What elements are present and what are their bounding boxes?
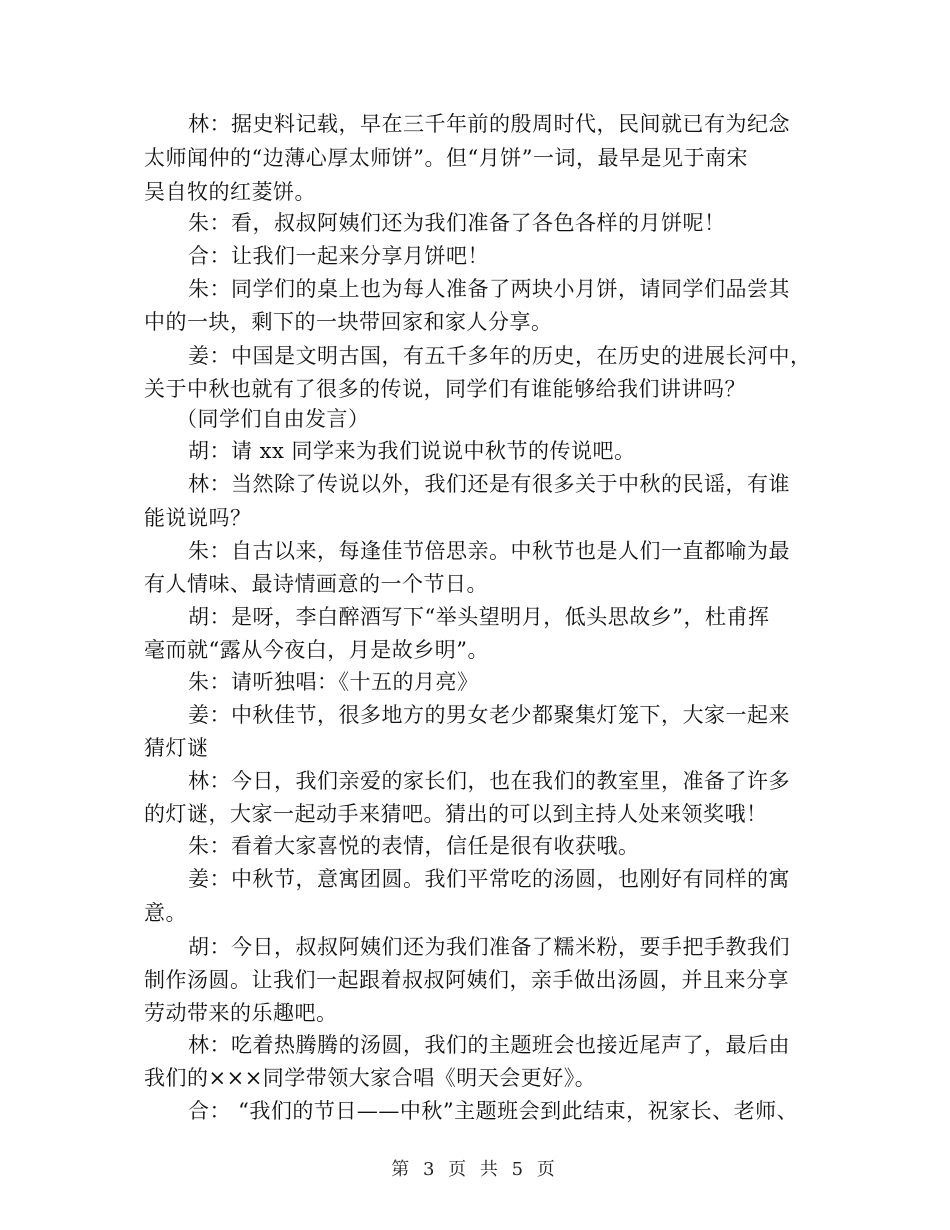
paragraph-line: 合：让我们一起来分享月饼吧！ (188, 244, 489, 268)
paragraph-line: 姜：中秋节，意寓团圆。我们平常吃的汤圆，也刚好有同样的寓 (188, 867, 790, 891)
paragraph-line: 我们的×××同学带领大家合唱《明天会更好》。 (144, 1066, 597, 1090)
paragraph-line: 有人情味、最诗情画意的一个节日。 (144, 572, 488, 596)
paragraph-line: 林：吃着热腾腾的汤圆，我们的主题班会也接近尾声了，最后由 (188, 1033, 790, 1057)
paragraph-line: 猜灯谜 (144, 736, 209, 760)
paragraph-line: 中的一块，剩下的一块带回家和家人分享。 (144, 310, 553, 334)
paragraph-line: 能说说吗？ (144, 506, 252, 530)
paragraph-line: 林：据史料记载，早在三千年前的殷周时代，民间就已有为纪念 (188, 112, 790, 136)
paragraph-line: 朱：自古以来，每逢佳节倍思亲。中秋节也是人们一直都喻为最 (188, 539, 790, 563)
paragraph-line: 意。 (144, 901, 187, 925)
page-number-footer: 第 3 页 共 5 页 (391, 1159, 559, 1180)
paragraph-line: 合： “我们的节日——中秋”主题班会到此结束，祝家长、老师、 (188, 1099, 799, 1123)
paragraph-line: 关于中秋也就有了很多的传说，同学们有谁能够给我们讲讲吗？ (144, 377, 746, 401)
paragraph-line: 制作汤圆。让我们一起跟着叔叔阿姨们，亲手做出汤圆，并且来分享 (144, 968, 789, 992)
paragraph-line: 姜：中国是文明古国，有五千多年的历史，在历史的进展长河中， (188, 344, 812, 368)
paragraph-line: 朱：看着大家喜悦的表情，信任是很有收获哦。 (188, 834, 640, 858)
paragraph-line: 林：当然除了传说以外，我们还是有很多关于中秋的民谣，有谁 (188, 472, 790, 496)
paragraph-line: 朱：同学们的桌上也为每人准备了两块小月饼，请同学们品尝其 (188, 277, 790, 301)
paragraph-line: 毫而就“露从今夜白，月是故乡明”。 (144, 638, 489, 662)
paragraph-line: 的灯谜，大家一起动手来猜吧。猜出的可以到主持人处来领奖哦！ (144, 802, 768, 826)
paragraph-line: 朱：请听独唱：《十五的月亮》 (188, 670, 479, 694)
paragraph-line: 胡：请 xx 同学来为我们说说中秋节的传说吧。 (188, 439, 636, 463)
paragraph-line: 吴自牧的红菱饼。 (144, 180, 316, 204)
paragraph-line: 胡：今日，叔叔阿姨们还为我们准备了糯米粉，要手把手教我们 (188, 935, 790, 959)
paragraph-line: 朱：看，叔叔阿姨们还为我们准备了各色各样的月饼呢！ (188, 211, 726, 235)
paragraph-line: 胡：是呀，李白醉酒写下“举头望明月，低头思故乡”，杜甫挥 (188, 605, 770, 629)
paragraph-line: 姜：中秋佳节，很多地方的男女老少都聚集灯笼下，大家一起来 (188, 703, 790, 727)
paragraph-line: （同学们自由发言） (176, 407, 370, 431)
paragraph-line: 劳动带来的乐趣吧。 (144, 1001, 338, 1025)
paragraph-line: 太师闻仲的“边薄心厚太师饼”。但“月饼”一词，最早是见于南宋 (144, 146, 748, 170)
paragraph-line: 林：今日，我们亲爱的家长们，也在我们的教室里，准备了许多 (188, 769, 790, 793)
